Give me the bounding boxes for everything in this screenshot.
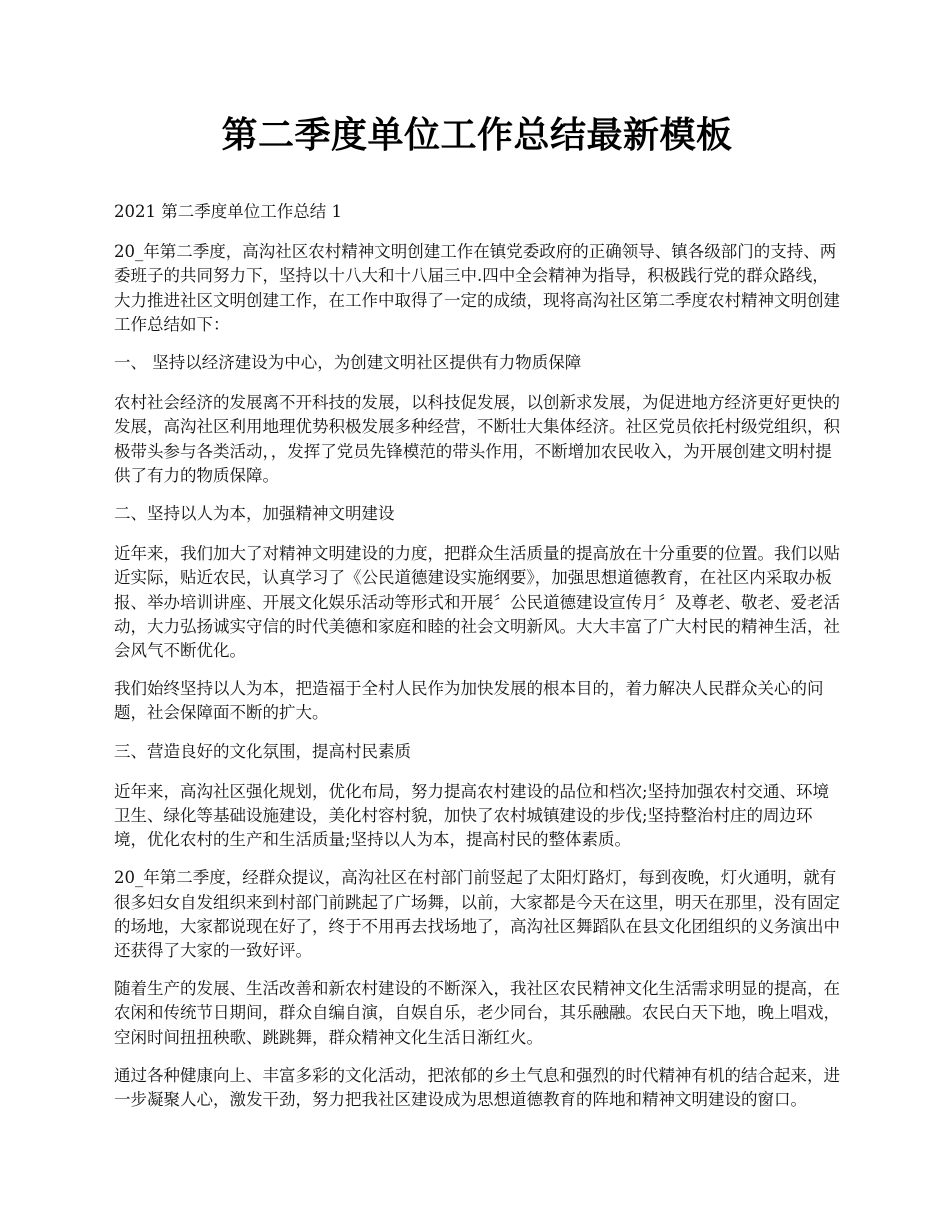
paragraph-street-lights: 20_年第二季度，经群众提议，高沟社区在村部门前竖起了太阳灯路灯，每到夜晚，灯火通明，就有很多妇女自发组织来到村部门前跳起了广场舞，以前，大家都是今天在这里，明天在那里，没有固定的场地，大家都说现在好了，终于不用再去找场地了，高沟社区舞蹈队在县文化团组织的义务演出中还获得了大家的一致好评。 xyxy=(114,868,840,961)
document-title: 第二季度单位工作总结最新模板 xyxy=(221,115,733,156)
paragraph-intro: 20_年第二季度，高沟社区农村精神文明创建工作在镇党委政府的正确领导、镇各级部门的支持、两委班子的共同努力下，坚持以十八大和十八届三中.四中全会精神为指导，积极践行党的群众路线，大力推进社区文明创建工作，在工作中取得了一定的成绩，现将高沟社区第二季度农村精神文明创建工作总结如下： xyxy=(114,242,840,334)
section-heading-3: 三、营造良好的文化氛围，提高村民素质 xyxy=(114,741,411,761)
paragraph-conclusion: 通过各种健康向上、丰富多彩的文化活动，把浓郁的乡土气息和强烈的时代精神有机的结合起来，进一步凝聚人心，激发干劲，努力把我社区建设成为思想道德教育的阵地和精神文明建设的窗口。 xyxy=(114,1065,840,1110)
section-heading-2: 二、坚持以人为本，加强精神文明建设 xyxy=(114,504,395,524)
section-heading-1: 一、 坚持以经济建设为中心，为创建文明社区提供有力物质保障 xyxy=(114,353,582,373)
paragraph-infrastructure: 近年来，高沟社区强化规划，优化布局，努力提高农村建设的品位和档次;坚持加强农村交通、环境卫生、绿化等基础设施建设，美化村容村貌，加快了农村城镇建设的步伐;坚持整治村庄的周边环境，优化农村的生产和生活质量;坚持以人为本，提高村民的整体素质。 xyxy=(114,781,830,850)
document-subtitle: 2021 第二季度单位工作总结 1 xyxy=(114,202,342,221)
paragraph-cultural-life: 随着生产的发展、生活改善和新农村建设的不断深入，我社区农民精神文化生活需求明显的提高，在农闲和传统节日期间，群众自编自演，自娱自乐，老少同台，其乐融融。农民白天下地，晚上唱戏，空闲时间扭扭秧歌、跳跳舞，群众精神文化生活日渐红火。 xyxy=(114,979,840,1047)
paragraph-people-first: 我们始终坚持以人为本，把造福于全村人民作为加快发展的根本目的，着力解决人民群众关心的问题，社会保障面不断的扩大。 xyxy=(114,679,824,723)
paragraph-economy: 农村社会经济的发展离不开科技的发展，以科技促发展，以创新求发展，为促进地方经济更好更快的发展，高沟社区利用地理优势积极发展多种经营，不断壮大集体经济。社区党员依托村级党组织，积极带头参与各类活动，，发挥了党员先锋模范的带头作用，不断增加农民收入，为开展创建文明村提供了有力的物质保障。 xyxy=(114,393,840,485)
paragraph-spiritual-civilization: 近年来，我们加大了对精神文明建设的力度，把群众生活质量的提高放在十分重要的位置。我们以贴近实际，贴近农民，认真学习了《公民道德建设实施纲要》，加强思想道德教育，在社区内采取办板报、举办培训讲座、开展文化娱乐活动等形式和开展〞公民道德建设宣传月〞及尊老、敬老、爱老活动，大力弘扬诚实守信的时代美德和家庭和睦的社会文明新风。大大丰富了广大村民的精神生活，社会风气不断优化。 xyxy=(114,544,840,661)
